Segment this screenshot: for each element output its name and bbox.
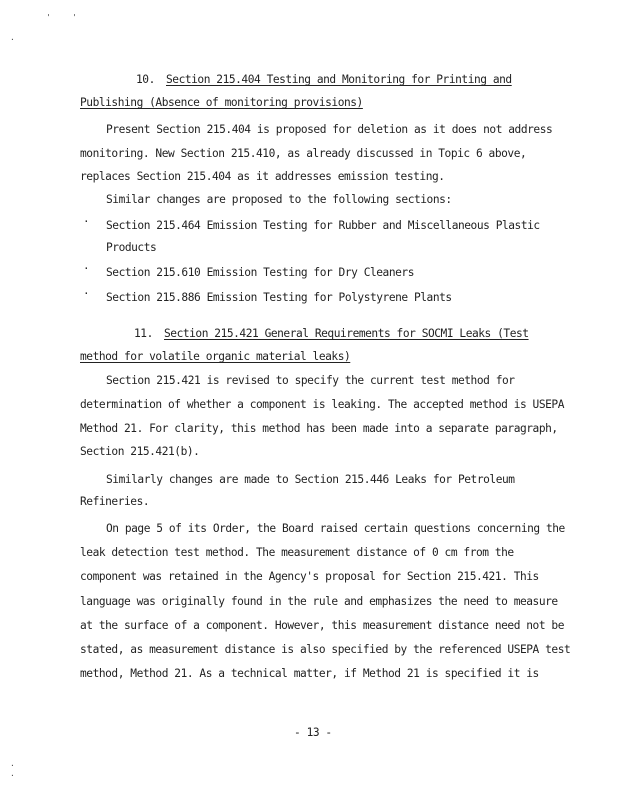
paragraph-line: component was retained in the Agency's proposal for Section 215.421. This: [80, 570, 539, 583]
paragraph-line: replaces Section 215.404 as it addresses emission testing.: [80, 170, 445, 183]
paragraph-line: method, Method 21. As a technical matter, if Method 21 is specified it is: [80, 667, 539, 680]
paragraph-line: stated, as measurement distance is also specified by the referenced USEPA test: [80, 643, 571, 656]
list-item: Section 215.886 Emission Testing for Polystyrene Plants: [106, 291, 452, 304]
page-number: - 13 -: [294, 726, 332, 739]
bullet-icon: ·: [83, 262, 90, 275]
paragraph-line: Section 215.421(b).: [80, 445, 200, 458]
paragraph-line: determination of whether a component is leaking. The accepted method is USEPA: [80, 398, 564, 411]
paragraph-line: leak detection test method. The measurement distance of 0 cm from the: [80, 546, 514, 559]
bullet-icon: ·: [83, 287, 90, 300]
similar-changes-intro: Similar changes are proposed to the following sections:: [106, 193, 452, 206]
section-11-title-line1: Section 215.421 General Requirements for SOCMI Leaks (Test: [164, 327, 529, 340]
section-10-title-line2: Publishing (Absence of monitoring provisions): [80, 96, 363, 109]
scan-speck: ': [46, 13, 51, 22]
section-11-title-line2: method for volatile organic material leaks): [80, 350, 351, 363]
paragraph-line: Refineries.: [80, 495, 150, 508]
paragraph-line: Present Section 215.404 is proposed for deletion as it does not address: [106, 123, 553, 136]
paragraph-line: Similarly changes are made to Section 215.446 Leaks for Petroleum: [106, 473, 515, 486]
scan-speck: ·: [10, 761, 15, 770]
paragraph-line: language was originally found in the rule and emphasizes the need to measure: [80, 595, 558, 608]
paragraph-line: On page 5 of its Order, the Board raised certain questions concerning the: [106, 522, 565, 535]
paragraph-line: Method 21. For clarity, this method has been made into a separate paragraph,: [80, 422, 558, 435]
paragraph-line: at the surface of a component. However, this measurement distance need not be: [80, 619, 564, 632]
scan-speck: ·: [10, 771, 15, 780]
scan-speck: ': [72, 13, 77, 22]
list-item: Section 215.464 Emission Testing for Rubber and Miscellaneous Plastic: [106, 219, 540, 232]
scan-speck: ·: [10, 35, 15, 44]
list-item: Section 215.610 Emission Testing for Dry Cleaners: [106, 266, 414, 279]
section-11-number: 11.: [134, 327, 153, 340]
section-10-title-line1: Section 215.404 Testing and Monitoring for Printing and: [166, 73, 512, 86]
bullet-icon: ·: [83, 215, 90, 228]
list-item-continuation: Products: [106, 241, 157, 254]
paragraph-line: monitoring. New Section 215.410, as already discussed in Topic 6 above,: [80, 147, 527, 160]
paragraph-line: Section 215.421 is revised to specify the current test method for: [106, 374, 515, 387]
section-10-number: 10.: [136, 73, 155, 86]
